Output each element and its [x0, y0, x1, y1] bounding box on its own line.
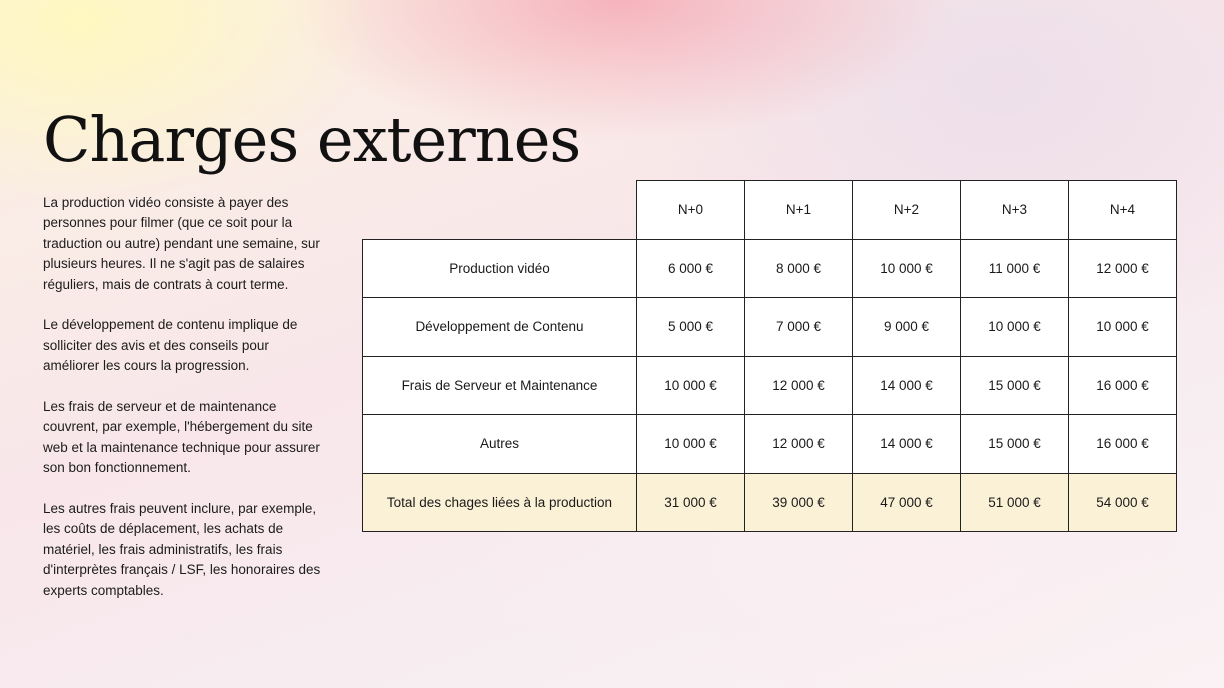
table-cell: 9 000 € [853, 298, 961, 357]
table-row [363, 356, 1177, 415]
table-cell: 10 000 € [961, 298, 1069, 357]
table-cell: 12 000 € [745, 356, 853, 415]
table-cell: 6 000 € [637, 239, 745, 298]
header-year-2: N+2 [853, 181, 961, 240]
table-cell: 12 000 € [1069, 239, 1177, 298]
table-corner [363, 181, 637, 240]
slide-title: Charges externes [43, 103, 581, 176]
total-cell: 54 000 € [1069, 473, 1177, 532]
total-cell: 39 000 € [745, 473, 853, 532]
description-column [43, 193, 325, 621]
paragraph-content-development: Le développement de contenu implique de solliciter des avis et des conseils pour améliorer les cours la progression. [43, 317, 298, 374]
table-cell: 15 000 € [961, 415, 1069, 474]
table-row [363, 415, 1177, 474]
header-year-3: N+3 [961, 181, 1069, 240]
charges-table [362, 180, 1177, 532]
table-cell: 14 000 € [853, 356, 961, 415]
total-cell: 51 000 € [961, 473, 1069, 532]
paragraph-server-maintenance: Les frais de serveur et de maintenance couvrent, par exemple, l'hébergement du site web et la maintenance technique pour assurer son bon fonctionnement. [43, 399, 320, 476]
table-cell: 11 000 € [961, 239, 1069, 298]
header-year-1: N+1 [745, 181, 853, 240]
header-year-4: N+4 [1069, 181, 1177, 240]
row-label: Développement de Contenu [363, 298, 637, 357]
table-cell: 16 000 € [1069, 356, 1177, 415]
table-cell: 7 000 € [745, 298, 853, 357]
table-cell: 12 000 € [745, 415, 853, 474]
table-cell: 10 000 € [1069, 298, 1177, 357]
paragraph-other-costs: Les autres frais peuvent inclure, par exemple, les coûts de déplacement, les achats de matériel, les frais administratifs, les frais d'interprètes français / LSF, les honoraires des experts comptables. [43, 501, 321, 598]
total-cell: 47 000 € [853, 473, 961, 532]
table-cell: 10 000 € [853, 239, 961, 298]
paragraph-video-production: La production vidéo consiste à payer des personnes pour filmer (que ce soit pour la traduction ou autre) pendant une semaine, sur plusieurs heures. Il ne s'agit pas de salaires réguliers, mais de contrats à court terme. [43, 195, 320, 292]
row-label: Frais de Serveur et Maintenance [363, 356, 637, 415]
total-row [363, 473, 1177, 532]
table-cell: 10 000 € [637, 415, 745, 474]
table-row [363, 239, 1177, 298]
table-cell: 10 000 € [637, 356, 745, 415]
row-label: Autres [363, 415, 637, 474]
table-header-row [363, 181, 1177, 240]
table-cell: 14 000 € [853, 415, 961, 474]
table-cell: 5 000 € [637, 298, 745, 357]
table-cell: 16 000 € [1069, 415, 1177, 474]
total-cell: 31 000 € [637, 473, 745, 532]
total-label: Total des chages liées à la production [363, 473, 637, 532]
table-row [363, 298, 1177, 357]
row-label: Production vidéo [363, 239, 637, 298]
header-year-0: N+0 [637, 181, 745, 240]
table-cell: 15 000 € [961, 356, 1069, 415]
table-cell: 8 000 € [745, 239, 853, 298]
